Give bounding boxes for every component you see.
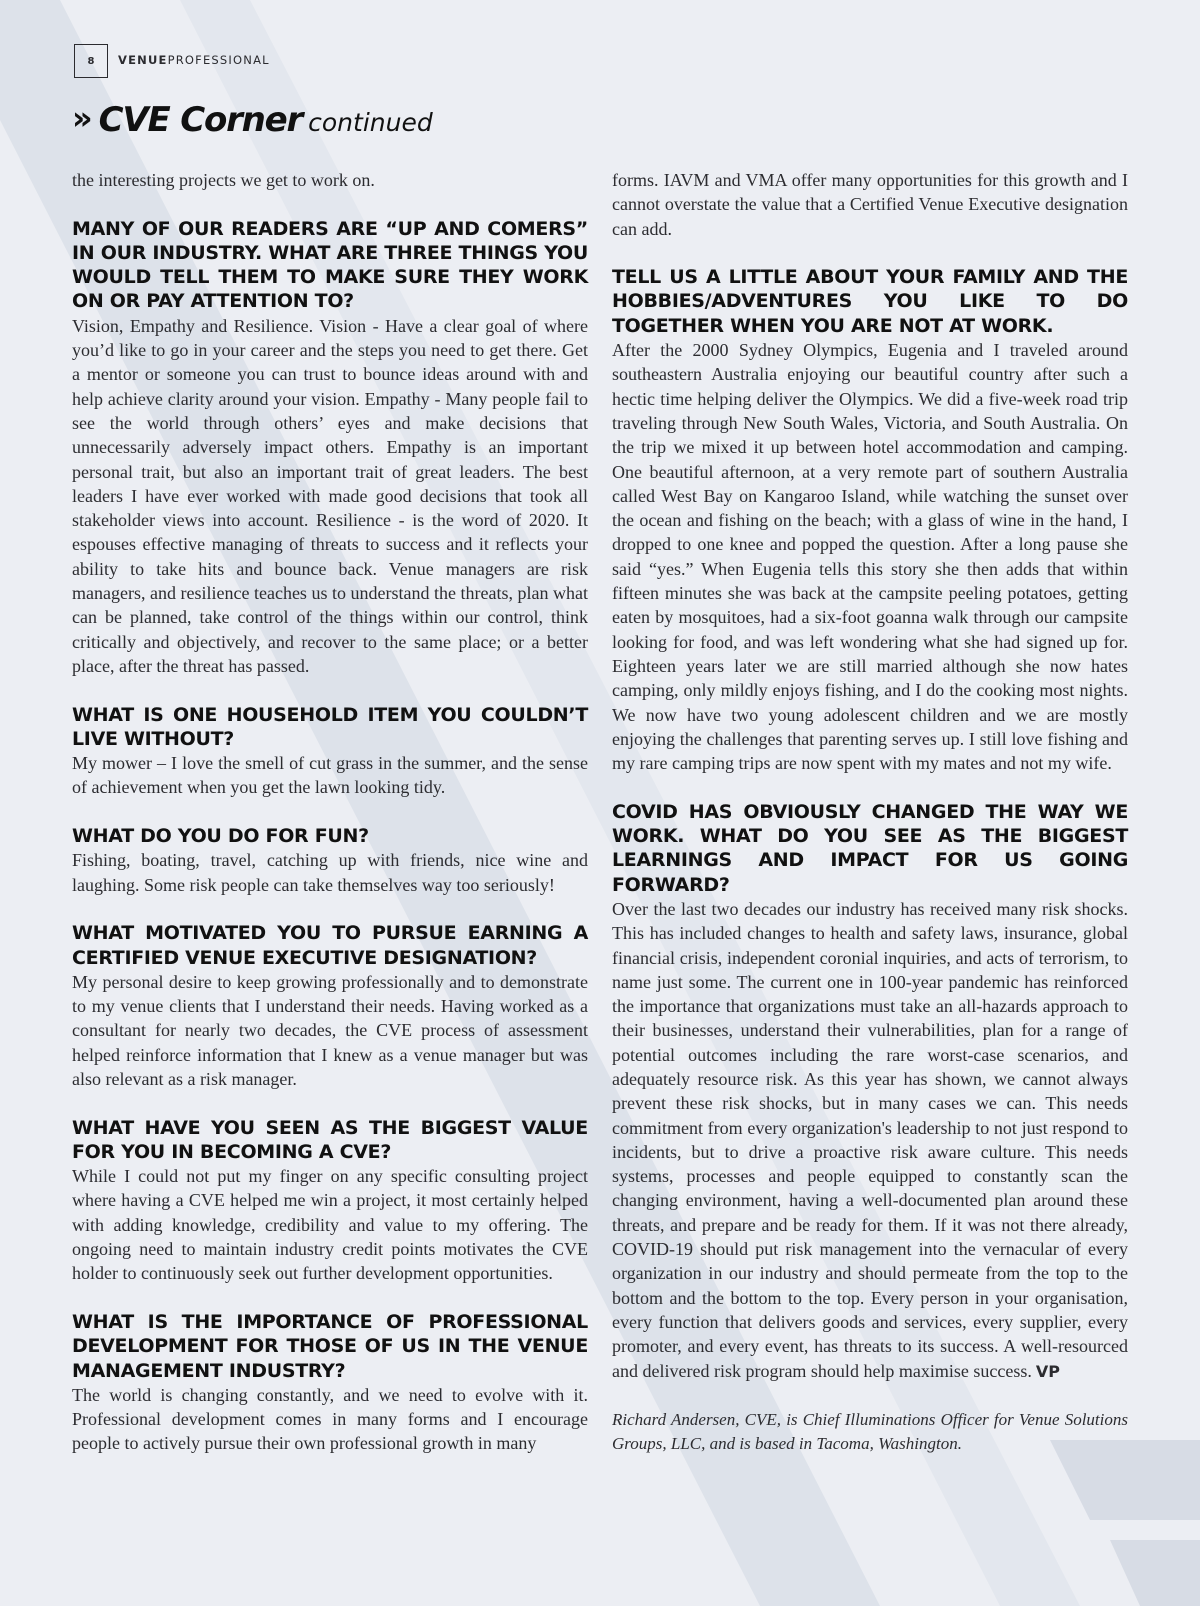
question-heading: COVID HAS OBVIOUSLY CHANGED THE WAY WE WORK. WHAT DO YOU SEE AS THE BIGGEST LEARNINGS AND IMPACT FOR US GOING FORWARD? [612, 800, 1128, 896]
question-heading: WHAT DO YOU DO FOR FUN? [72, 825, 369, 848]
question-heading: TELL US A LITTLE ABOUT YOUR FAMILY AND THE HOBBIES/ADVENTURES YOU LIKE TO DO TOGETHER WHEN YOU ARE NOT AT WORK. [612, 266, 1128, 337]
intro-paragraph: the interesting projects we get to work on. [72, 170, 375, 190]
right-column [612, 168, 1128, 1457]
answer-paragraph: My personal desire to keep growing professionally and to demonstrate to my venue clients that I understand their needs. Having worked as a consultant for nearly two decades, the CVE process of assessment helped reinforce information that I knew as a venue manager but was also relevant as a risk manager. [72, 971, 588, 1089]
answer-paragraph: After the 2000 Sydney Olympics, Eugenia and I traveled around southeastern Australia enjoying our beautiful country after such a hectic time helping deliver the Olympics. We did a five-week road trip traveling through New South Wales, Victoria, and South Australia. On the trip we mixed it up between hotel accommodation and camping. One beautiful afternoon, at a very remote part of southern Australia called West Bay on Kangaroo Island, while watching the sunset over the ocean and fishing on the beach; with a glass of wine in the hand, I dropped to one knee and popped the question. After a long pause she said “yes.” When Eugenia tells this story she then adds that within fifteen minutes she was back at the campsite peeling potatoes, getting eaten by mosquitoes, had a six-foot goanna walk through our campsite looking for food, and was left wondering what she had signed up for. Eighteen years later we are still married although she now hates camping, only mildly enjoys fishing, and I do the cooking most nights. We now have two young adolescent children and we are mostly enjoying the challenges that parenting serves up. I still love fishing and my rare camping trips are now spent with my mates and not my wife. [612, 340, 1128, 774]
answer-paragraph: Fishing, boating, travel, catching up with friends, nice wine and laughing. Some risk people can take themselves way too seriously! [72, 850, 588, 895]
publication-name-light: PROFESSIONAL [167, 53, 270, 67]
author-byline [612, 1408, 1128, 1457]
answer-paragraph: The world is changing constantly, and we need to evolve with it. Professional development comes in many forms and I encourage people to actively pursue their own professional growth in many [72, 1384, 588, 1454]
answer-paragraph-continued: forms. IAVM and VMA offer many opportunities for this growth and I cannot overstate the value that a Certified Venue Executive designation can add. [612, 170, 1128, 239]
page-number-box: 8 [74, 44, 108, 78]
left-column [72, 168, 588, 1456]
publication-name-strong: VENUE [118, 53, 168, 67]
question-heading: WHAT IS ONE HOUSEHOLD ITEM YOU COULDN’T LIVE WITHOUT? [72, 703, 588, 750]
answer-paragraph: While I could not put my finger on any specific consulting project where having a CVE helped me win a project, it most certainly helped with adding knowledge, credibility and value to my offering. The ongoing need to maintain industry credit points motivates the CVE holder to continuously seek out further development opportunities. [72, 1166, 588, 1284]
question-heading: WHAT IS THE IMPORTANCE OF PROFESSIONAL DEVELOPMENT FOR THOSE OF US IN THE VENUE MANAGEMENT INDUSTRY? [72, 1310, 588, 1382]
end-mark: VP [1035, 1361, 1061, 1381]
answer-paragraph: Vision, Empathy and Resilience. Vision - Have a clear goal of where you’d like to go in your career and the steps you need to get there. Get a mentor or someone you can trust to bounce ideas around with and help achieve clarity around your vision. Empathy - Many people fail to see the world through others’ eyes and make decisions that unnecessarily adversely impact others. Empathy is an important personal trait, but also an important trait of great leaders. The best leaders I have ever worked with made good decisions that took all stakeholder views into account. Resilience - is the word of 2020. It espouses effective managing of threats to success and it reflects your ability to take hits and bounce back. Venue managers are risk managers, and resilience teaches us to understand the threats, plan what can be planned, take control of the things within our control, think critically and objectively, and recover to the same place; or a better place, after the threat has passed. [72, 315, 588, 676]
double-chevron-icon: » [72, 99, 87, 137]
answer-paragraph: My mower – I love the smell of cut grass in the summer, and the sense of achievement when you get the lawn looking tidy. [72, 753, 588, 798]
byline-text: Richard Andersen, CVE, is Chief Illuminations Officer for Venue Solutions Groups, LLC, and is based in Tacoma, Washington. [612, 1410, 1128, 1454]
question-heading: WHAT HAVE YOU SEEN AS THE BIGGEST VALUE FOR YOU IN BECOMING A CVE? [72, 1116, 588, 1163]
answer-text: Over the last two decades our industry has received many risk shocks. This has included changes to health and safety laws, insurance, global financial crisis, independent coronial inquiries, and acts of terrorism, to name just some. The current one in 100-year pandemic has reinforced the importance that organizations must take an all-hazards approach to their businesses, understand their vulnerabilities, plan for a range of potential outcomes including the rare worst-case scenarios, and adequately resource risk. As this year has shown, we cannot always prevent these risk shocks, but in many cases we can. This needs commitment from every organization's leadership to not just respond to incidents, but to drive a proactive risk aware culture. This needs systems, processes and people equipped to constantly scan the changing environment, having a well-documented plan around these threats, and prepare and be ready for them. If it was not there already, COVID-19 should put risk management into the vernacular of every organization in our industry and should permeate from the top to the bottom and the bottom to the top. Every person in your organisation, every function that delivers goods and services, every supplier, every promoter, and every event, has threats to its success. A well-resourced and delivered risk program should help maximise success. [612, 898, 1128, 1381]
section-title-continued: continued [308, 108, 433, 137]
question-heading: WHAT MOTIVATED YOU TO PURSUE EARNING A CERTIFIED VENUE EXECUTIVE DESIGNATION? [72, 922, 588, 969]
publication-name [118, 53, 270, 67]
question-heading: MANY OF OUR READERS ARE “UP AND COMERS” IN OUR INDUSTRY. WHAT ARE THREE THINGS YOU WOULD TELL THEM TO MAKE SURE THEY WORK ON OR PAY ATTENTION TO? [72, 217, 588, 313]
answer-paragraph [612, 897, 1128, 1384]
section-title-main: CVE Corner [98, 100, 303, 140]
section-title [72, 100, 433, 140]
